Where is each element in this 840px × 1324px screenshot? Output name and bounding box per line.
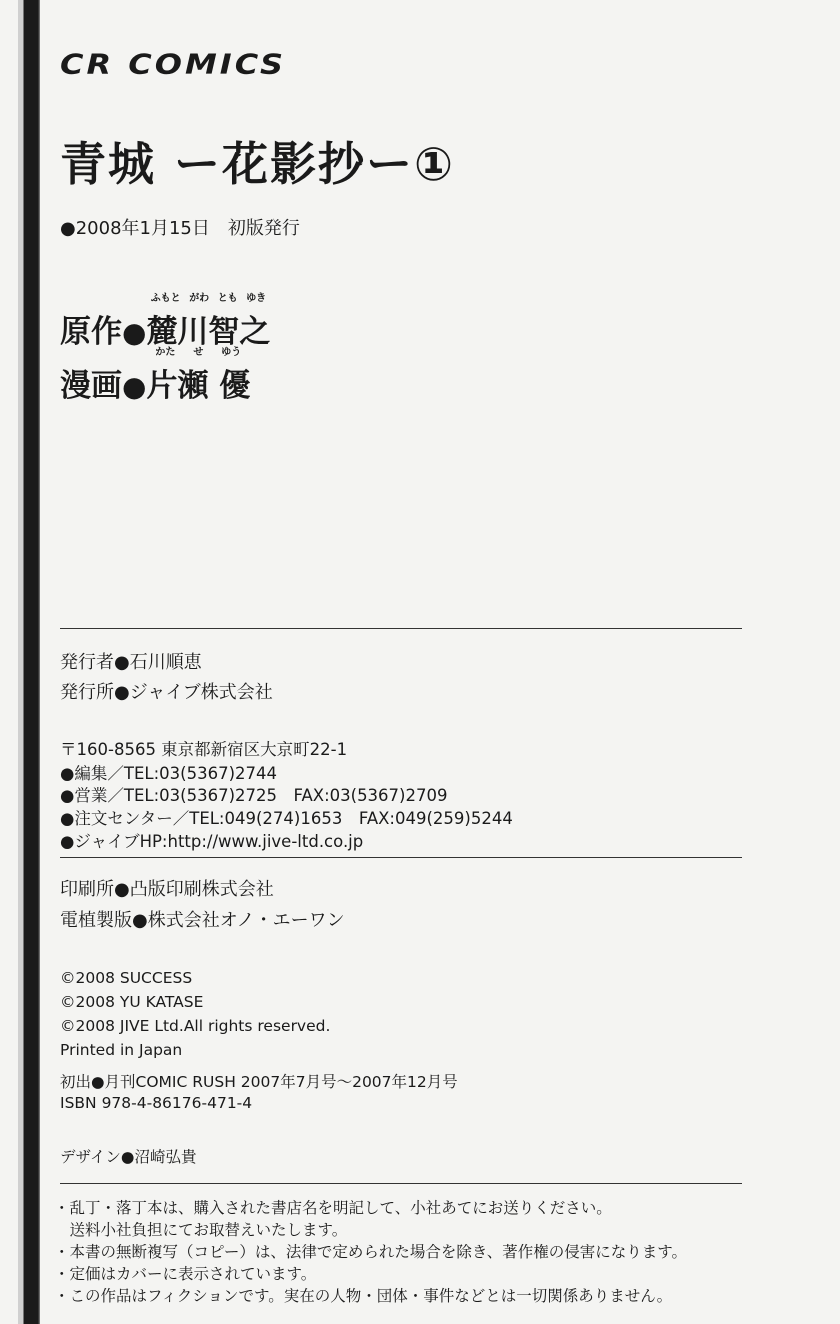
ruby-item: せ (193, 347, 204, 358)
address: 〒160-8565 東京都新宿区大京町22-1 (60, 740, 348, 759)
ruby-reading (146, 289, 270, 304)
copyright-line: ©2008 SUCCESS (60, 969, 193, 987)
editorial-phone: ●編集／TEL:03(5367)2744 (60, 764, 278, 783)
note-item: ・乱丁・落丁本は、購入された書店名を明記して、小社あてにお送りください。 (54, 1199, 612, 1217)
first-edition-date: ●2008年1月15日 初版発行 (60, 218, 300, 239)
spine-bar (18, 0, 40, 1324)
divider (60, 1183, 742, 1184)
ruby-reading (146, 343, 250, 358)
sales-contact: ●営業／TEL:03(5367)2725 FAX:03(5367)2709 (60, 786, 448, 805)
divider (60, 628, 742, 629)
note-item: ・本書の無断複写（コピー）は、法律で定められた場合を除き、著作権の侵害になります。 (54, 1243, 688, 1261)
design-credit: デザイン●沼崎弘貴 (60, 1148, 197, 1166)
typesetting: 電植製版●株式会社オノ・エーワン (60, 910, 345, 931)
ruby-item: とも (217, 293, 238, 304)
note-item: ・この作品はフィクションです。実在の人物・団体・事件などとは一切関係ありません。 (54, 1287, 673, 1305)
credit-role: 原作 (60, 314, 122, 350)
isbn: ISBN 978-4-86176-471-4 (60, 1094, 253, 1112)
ruby-item: ふもと (150, 293, 181, 304)
copyright-line: ©2008 YU KATASE (60, 993, 204, 1011)
website-line: ●ジャイブHP:http://www.jive-ltd.co.jp (60, 832, 364, 851)
ruby-item: がわ (189, 293, 210, 304)
printer: 印刷所●凸版印刷株式会社 (60, 879, 274, 900)
book-title: 青城 ー花影抄ー① (60, 137, 455, 191)
publisher-company: 発行所●ジャイブ株式会社 (60, 682, 273, 703)
order-center-contact: ●注文センター／TEL:049(274)1653 FAX:049(259)5244 (60, 809, 513, 828)
printed-in: Printed in Japan (60, 1041, 183, 1059)
ruby-item: ゆき (246, 293, 267, 304)
divider (60, 857, 742, 858)
manga-artist-credit (60, 347, 251, 405)
first-published: 初出●月刊COMIC RUSH 2007年7月号〜2007年12月号 (60, 1073, 458, 1091)
ruby-item: ゆう (221, 347, 242, 358)
copyright-line: ©2008 JIVE Ltd.All rights reserved. (60, 1017, 331, 1035)
note-item: 送料小社負担にてお取替えいたします。 (54, 1221, 348, 1239)
name-with-ruby (146, 347, 251, 405)
artist-name: 片瀬 優 (146, 368, 251, 404)
ruby-item: かた (155, 347, 176, 358)
author-name: 麓川智之 (146, 314, 271, 350)
credit-role: 漫画 (60, 368, 122, 404)
series-brand: CR COMICS (60, 48, 287, 81)
bullet: ● (122, 370, 147, 403)
publisher-person: 発行者●石川順恵 (60, 652, 202, 673)
note-item: ・定価はカバーに表示されています。 (54, 1265, 317, 1283)
bullet: ● (122, 316, 147, 349)
